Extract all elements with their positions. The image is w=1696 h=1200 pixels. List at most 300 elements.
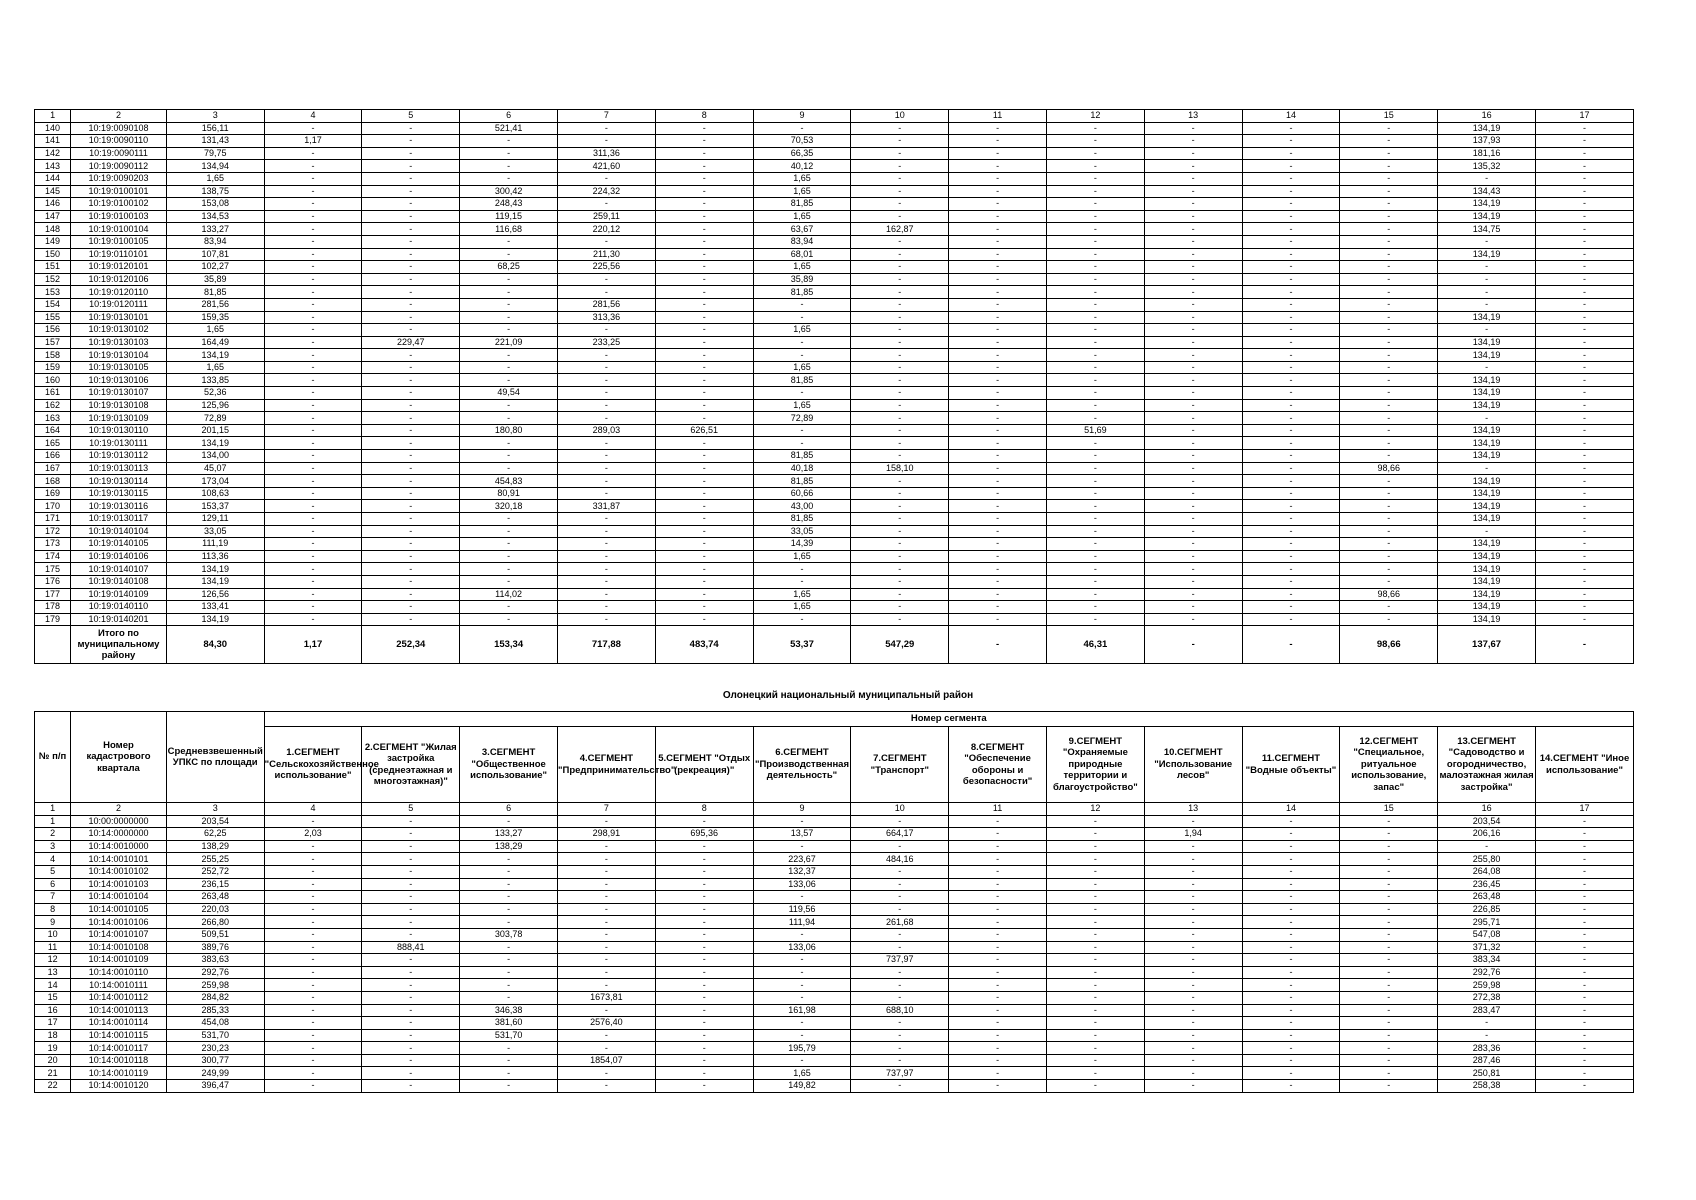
table-cell: 52,36 bbox=[166, 387, 264, 400]
segment-header: 7.СЕГМЕНТ "Транспорт" bbox=[851, 727, 949, 803]
table-cell: - bbox=[655, 563, 753, 576]
table-cell: 145 bbox=[35, 185, 71, 198]
table-cell: - bbox=[460, 903, 558, 916]
table-row bbox=[35, 475, 1634, 488]
table-row bbox=[35, 185, 1634, 198]
table-cell: - bbox=[1340, 991, 1438, 1004]
table-cell: 10:14:0000000 bbox=[71, 828, 167, 841]
table-cell: 252,72 bbox=[166, 865, 264, 878]
table-cell: - bbox=[1144, 1017, 1242, 1030]
table-cell: - bbox=[1046, 172, 1144, 185]
table-cell: 162,87 bbox=[851, 223, 949, 236]
table-cell: - bbox=[1046, 210, 1144, 223]
total-value: - bbox=[1144, 626, 1242, 664]
table-cell: - bbox=[851, 865, 949, 878]
table-cell: - bbox=[1340, 399, 1438, 412]
table-cell: - bbox=[949, 273, 1047, 286]
table-cell: - bbox=[1535, 840, 1633, 853]
table-cell: - bbox=[1438, 525, 1536, 538]
table-cell: 134,43 bbox=[1438, 185, 1536, 198]
table-cell: - bbox=[264, 601, 362, 614]
table-cell: - bbox=[1144, 1054, 1242, 1067]
table-cell: - bbox=[558, 903, 656, 916]
table-cell: 81,85 bbox=[753, 286, 851, 299]
table-cell: - bbox=[1144, 500, 1242, 513]
table-cell: - bbox=[851, 387, 949, 400]
table-cell: - bbox=[655, 172, 753, 185]
table-cell: - bbox=[655, 865, 753, 878]
table-cell: - bbox=[1046, 286, 1144, 299]
table-cell: - bbox=[362, 450, 460, 463]
table-cell: - bbox=[460, 991, 558, 1004]
table-cell: - bbox=[264, 588, 362, 601]
table-cell: - bbox=[558, 198, 656, 211]
table-row bbox=[35, 412, 1634, 425]
table-cell: 1,65 bbox=[753, 261, 851, 274]
table-cell: 72,89 bbox=[753, 412, 851, 425]
table-cell: - bbox=[1535, 399, 1633, 412]
table-cell: 264,08 bbox=[1438, 865, 1536, 878]
table-cell: 10:19:0130108 bbox=[71, 399, 167, 412]
table-cell: 737,97 bbox=[851, 954, 949, 967]
table-cell: - bbox=[1535, 575, 1633, 588]
table-cell: - bbox=[851, 979, 949, 992]
table-cell: - bbox=[1046, 941, 1144, 954]
table-cell: - bbox=[558, 399, 656, 412]
table-cell: - bbox=[655, 248, 753, 261]
table-cell: 10:19:0130113 bbox=[71, 462, 167, 475]
table-cell: - bbox=[264, 198, 362, 211]
table-cell: - bbox=[1340, 903, 1438, 916]
table-cell: 10:19:0140201 bbox=[71, 613, 167, 626]
table-cell: 17 bbox=[1535, 110, 1633, 123]
table-cell: - bbox=[1242, 172, 1340, 185]
table-cell: 11 bbox=[35, 941, 71, 954]
table-cell: - bbox=[655, 147, 753, 160]
table-cell: 195,79 bbox=[753, 1042, 851, 1055]
table-cell: - bbox=[362, 298, 460, 311]
table-cell: - bbox=[753, 954, 851, 967]
table-cell: - bbox=[1242, 550, 1340, 563]
table-cell: - bbox=[362, 878, 460, 891]
table-cell: 81,85 bbox=[753, 513, 851, 526]
table-cell: 40,18 bbox=[753, 462, 851, 475]
table-cell: 250,81 bbox=[1438, 1067, 1536, 1080]
table-cell: - bbox=[558, 941, 656, 954]
table-cell: - bbox=[1144, 588, 1242, 601]
table-cell: - bbox=[949, 324, 1047, 337]
table-cell: - bbox=[558, 525, 656, 538]
table-cell: 134,19 bbox=[166, 575, 264, 588]
table-cell: 150 bbox=[35, 248, 71, 261]
table-cell: - bbox=[753, 891, 851, 904]
table-cell: 295,71 bbox=[1438, 916, 1536, 929]
table-cell: - bbox=[264, 437, 362, 450]
table-cell: - bbox=[1144, 475, 1242, 488]
table-cell: 134,19 bbox=[1438, 210, 1536, 223]
table-cell: 70,53 bbox=[753, 135, 851, 148]
table-cell: - bbox=[460, 941, 558, 954]
table-cell: 164 bbox=[35, 424, 71, 437]
table-cell: 146 bbox=[35, 198, 71, 211]
table-cell: - bbox=[1144, 928, 1242, 941]
table-cell: - bbox=[264, 286, 362, 299]
table-cell: - bbox=[655, 235, 753, 248]
table-cell: - bbox=[460, 954, 558, 967]
table-cell: - bbox=[558, 361, 656, 374]
table-cell: - bbox=[1046, 525, 1144, 538]
table-row bbox=[35, 979, 1634, 992]
table-cell: 63,67 bbox=[753, 223, 851, 236]
table-cell: - bbox=[1535, 1004, 1633, 1017]
table-cell: - bbox=[1535, 966, 1633, 979]
table-cell: - bbox=[851, 198, 949, 211]
table-cell: - bbox=[1046, 613, 1144, 626]
table-cell: - bbox=[1340, 324, 1438, 337]
table-cell: - bbox=[460, 1042, 558, 1055]
table-cell: - bbox=[1340, 147, 1438, 160]
table-cell: 111,94 bbox=[753, 916, 851, 929]
table-cell: - bbox=[1242, 361, 1340, 374]
table-cell: - bbox=[362, 1029, 460, 1042]
table-cell: 283,36 bbox=[1438, 1042, 1536, 1055]
table-cell: - bbox=[655, 198, 753, 211]
table-cell: - bbox=[1046, 437, 1144, 450]
table-cell: - bbox=[851, 210, 949, 223]
table-cell: - bbox=[1144, 1080, 1242, 1093]
total-value: 153,34 bbox=[460, 626, 558, 664]
table-cell: - bbox=[1340, 966, 1438, 979]
table-cell: - bbox=[1438, 172, 1536, 185]
table-row bbox=[35, 424, 1634, 437]
table-cell: 33,05 bbox=[753, 525, 851, 538]
table-row bbox=[35, 487, 1634, 500]
table-cell: - bbox=[1340, 979, 1438, 992]
table-cell: 1 bbox=[35, 815, 71, 828]
table-cell: - bbox=[1535, 412, 1633, 425]
table-row bbox=[35, 361, 1634, 374]
table-cell: - bbox=[362, 840, 460, 853]
segment-header: 4.СЕГМЕНТ "Предпринимательство" bbox=[558, 727, 656, 803]
table-cell: - bbox=[1340, 210, 1438, 223]
table-cell: - bbox=[1535, 324, 1633, 337]
table-cell: - bbox=[1242, 1067, 1340, 1080]
table-cell: - bbox=[949, 450, 1047, 463]
table-row bbox=[35, 1017, 1634, 1030]
table-cell: - bbox=[655, 399, 753, 412]
total-value: - bbox=[1535, 626, 1633, 664]
table-cell: - bbox=[1340, 424, 1438, 437]
table-cell: 230,23 bbox=[166, 1042, 264, 1055]
table-cell: 1,65 bbox=[753, 324, 851, 337]
table-cell: 1,65 bbox=[753, 550, 851, 563]
table-cell: - bbox=[1144, 878, 1242, 891]
table-cell: - bbox=[558, 374, 656, 387]
table-cell: - bbox=[1242, 588, 1340, 601]
table-cell: - bbox=[949, 954, 1047, 967]
table-cell: - bbox=[1340, 601, 1438, 614]
table-cell: - bbox=[1144, 815, 1242, 828]
table-cell: - bbox=[949, 185, 1047, 198]
table-cell: 4 bbox=[35, 853, 71, 866]
table-cell: - bbox=[1340, 122, 1438, 135]
table-cell: - bbox=[1340, 1067, 1438, 1080]
table-cell: - bbox=[655, 374, 753, 387]
table-cell: - bbox=[264, 513, 362, 526]
table-cell: - bbox=[851, 424, 949, 437]
table-cell: - bbox=[460, 147, 558, 160]
table-cell: 7 bbox=[35, 891, 71, 904]
table-cell: - bbox=[1242, 147, 1340, 160]
table-cell: - bbox=[1144, 147, 1242, 160]
table-cell: - bbox=[1535, 374, 1633, 387]
table-cell: - bbox=[264, 525, 362, 538]
table-cell: - bbox=[460, 575, 558, 588]
table-cell: 1854,07 bbox=[558, 1054, 656, 1067]
table-cell: 454,83 bbox=[460, 475, 558, 488]
table-cell: - bbox=[1438, 412, 1536, 425]
table-cell: - bbox=[1242, 399, 1340, 412]
table-cell: - bbox=[1535, 991, 1633, 1004]
table-cell: - bbox=[362, 462, 460, 475]
table-cell: 9 bbox=[753, 803, 851, 816]
table-cell: - bbox=[1242, 828, 1340, 841]
table-cell: 10:14:0010115 bbox=[71, 1029, 167, 1042]
table-cell: - bbox=[753, 840, 851, 853]
table-cell: 175 bbox=[35, 563, 71, 576]
table-cell: 22 bbox=[35, 1080, 71, 1093]
table-cell: 134,19 bbox=[1438, 122, 1536, 135]
table-cell: - bbox=[264, 399, 362, 412]
table-cell: - bbox=[1438, 361, 1536, 374]
table-cell: - bbox=[362, 261, 460, 274]
table-cell: - bbox=[655, 450, 753, 463]
table-cell: 10:19:0130105 bbox=[71, 361, 167, 374]
table-cell: 134,19 bbox=[1438, 336, 1536, 349]
table-cell: - bbox=[851, 172, 949, 185]
table-cell: - bbox=[655, 853, 753, 866]
table-cell: 134,19 bbox=[1438, 437, 1536, 450]
table-cell: - bbox=[1046, 588, 1144, 601]
table-cell: 509,51 bbox=[166, 928, 264, 941]
table-cell: - bbox=[1242, 1004, 1340, 1017]
table-cell: 134,19 bbox=[1438, 487, 1536, 500]
table-cell: - bbox=[460, 172, 558, 185]
table-cell: - bbox=[1144, 966, 1242, 979]
table-cell: 163 bbox=[35, 412, 71, 425]
table-cell: 311,36 bbox=[558, 147, 656, 160]
table-cell: - bbox=[1535, 550, 1633, 563]
table-cell: - bbox=[655, 588, 753, 601]
table-cell: 10:14:0010114 bbox=[71, 1017, 167, 1030]
table-cell: - bbox=[1144, 487, 1242, 500]
table-cell: - bbox=[1046, 575, 1144, 588]
table-cell: - bbox=[655, 487, 753, 500]
table-cell: 81,85 bbox=[753, 450, 851, 463]
table-cell: - bbox=[558, 840, 656, 853]
table-row bbox=[35, 437, 1634, 450]
table-cell: 331,87 bbox=[558, 500, 656, 513]
table-cell: - bbox=[1046, 311, 1144, 324]
table-cell: 10:19:0100104 bbox=[71, 223, 167, 236]
table-cell: - bbox=[1242, 273, 1340, 286]
table-cell: - bbox=[460, 450, 558, 463]
table-cell: - bbox=[1340, 298, 1438, 311]
table-cell: - bbox=[1340, 437, 1438, 450]
table-cell: - bbox=[1144, 324, 1242, 337]
table-cell: - bbox=[264, 412, 362, 425]
table-cell: - bbox=[753, 387, 851, 400]
table-cell: - bbox=[264, 1080, 362, 1093]
table-cell: - bbox=[558, 437, 656, 450]
table-cell: - bbox=[1046, 235, 1144, 248]
table-cell: 10 bbox=[851, 110, 949, 123]
table-cell: - bbox=[1046, 361, 1144, 374]
table-cell: 14 bbox=[1242, 803, 1340, 816]
table-cell: 158 bbox=[35, 349, 71, 362]
table-cell: - bbox=[949, 374, 1047, 387]
table-row bbox=[35, 462, 1634, 475]
table-cell: - bbox=[1340, 475, 1438, 488]
table-cell: 134,19 bbox=[1438, 399, 1536, 412]
table-cell: - bbox=[1242, 878, 1340, 891]
table-row bbox=[35, 550, 1634, 563]
table-cell: 5 bbox=[362, 110, 460, 123]
table-cell: - bbox=[1242, 475, 1340, 488]
table-row bbox=[35, 853, 1634, 866]
table-cell: - bbox=[949, 298, 1047, 311]
table-cell: 173,04 bbox=[166, 475, 264, 488]
table-cell: - bbox=[655, 928, 753, 941]
table-cell: - bbox=[1144, 916, 1242, 929]
table-cell: - bbox=[1535, 538, 1633, 551]
table-cell: - bbox=[949, 815, 1047, 828]
table-row bbox=[35, 248, 1634, 261]
table-cell: - bbox=[460, 361, 558, 374]
table-cell: - bbox=[1535, 387, 1633, 400]
table-cell: 149 bbox=[35, 235, 71, 248]
table-cell: - bbox=[558, 122, 656, 135]
table-cell: - bbox=[460, 135, 558, 148]
table-cell: - bbox=[655, 1054, 753, 1067]
table-cell: - bbox=[1340, 954, 1438, 967]
table-cell: - bbox=[753, 991, 851, 1004]
table-cell: 261,68 bbox=[851, 916, 949, 929]
table-cell: - bbox=[1535, 878, 1633, 891]
table-cell: 134,19 bbox=[1438, 500, 1536, 513]
table-cell: 16 bbox=[1438, 803, 1536, 816]
table-row bbox=[35, 928, 1634, 941]
table-cell: - bbox=[1535, 462, 1633, 475]
table-row bbox=[35, 1042, 1634, 1055]
table-cell: - bbox=[753, 575, 851, 588]
table-cell: - bbox=[558, 1067, 656, 1080]
table-cell: - bbox=[851, 147, 949, 160]
table-cell: - bbox=[1242, 185, 1340, 198]
segment-header: 2.СЕГМЕНТ "Жилая застройка (среднеэтажная и многоэтажная)" bbox=[362, 727, 460, 803]
table-cell: - bbox=[753, 122, 851, 135]
table-cell: 10:19:0130116 bbox=[71, 500, 167, 513]
table-cell: - bbox=[264, 878, 362, 891]
table-row bbox=[35, 273, 1634, 286]
table-cell: 153,08 bbox=[166, 198, 264, 211]
table-cell: 134,19 bbox=[1438, 387, 1536, 400]
table-cell: 107,81 bbox=[166, 248, 264, 261]
table-cell: 531,70 bbox=[166, 1029, 264, 1042]
table-cell: 236,45 bbox=[1438, 878, 1536, 891]
table-cell: - bbox=[1242, 601, 1340, 614]
table-cell: 1,65 bbox=[753, 1067, 851, 1080]
table-cell: 134,19 bbox=[1438, 513, 1536, 526]
table-cell: - bbox=[1535, 311, 1633, 324]
table-cell: - bbox=[1340, 1029, 1438, 1042]
table-cell: - bbox=[1144, 550, 1242, 563]
table-cell: - bbox=[558, 387, 656, 400]
table-cell: - bbox=[460, 966, 558, 979]
table-cell: - bbox=[558, 1004, 656, 1017]
table-cell: - bbox=[460, 1054, 558, 1067]
table-cell: - bbox=[264, 487, 362, 500]
table-cell: 664,17 bbox=[851, 828, 949, 841]
table-cell: - bbox=[362, 387, 460, 400]
table-cell: - bbox=[851, 160, 949, 173]
table-cell: 10:00:0000000 bbox=[71, 815, 167, 828]
table-cell: 10:19:0140110 bbox=[71, 601, 167, 614]
table-cell: 49,54 bbox=[460, 387, 558, 400]
table-cell: - bbox=[362, 172, 460, 185]
table-cell: - bbox=[1340, 311, 1438, 324]
table-cell: 134,19 bbox=[1438, 349, 1536, 362]
table-cell: - bbox=[1242, 387, 1340, 400]
table-cell: - bbox=[949, 588, 1047, 601]
segment-header: 9.СЕГМЕНТ "Охраняемые природные территории и благоустройство" bbox=[1046, 727, 1144, 803]
table-cell: 3 bbox=[35, 840, 71, 853]
table-cell: 134,19 bbox=[1438, 588, 1536, 601]
table-cell: - bbox=[851, 361, 949, 374]
table-cell: - bbox=[558, 853, 656, 866]
table-cell: 266,80 bbox=[166, 916, 264, 929]
table-cell: - bbox=[1535, 891, 1633, 904]
table-cell: 13 bbox=[1144, 110, 1242, 123]
table-cell: 203,54 bbox=[1438, 815, 1536, 828]
table-cell: - bbox=[949, 550, 1047, 563]
table-cell: - bbox=[362, 916, 460, 929]
table-cell: - bbox=[1535, 1029, 1633, 1042]
table-cell: - bbox=[1046, 840, 1144, 853]
table-cell: 81,85 bbox=[166, 286, 264, 299]
table-cell: 10:19:0130112 bbox=[71, 450, 167, 463]
table-cell: - bbox=[460, 613, 558, 626]
table-cell: 60,66 bbox=[753, 487, 851, 500]
table-cell: - bbox=[362, 235, 460, 248]
table-cell: - bbox=[264, 223, 362, 236]
table-cell: - bbox=[1535, 903, 1633, 916]
table-cell: - bbox=[558, 1029, 656, 1042]
table-cell: - bbox=[1242, 840, 1340, 853]
table-cell: - bbox=[1340, 198, 1438, 211]
table-cell: - bbox=[460, 248, 558, 261]
table-cell: 134,00 bbox=[166, 450, 264, 463]
table-cell: - bbox=[949, 1017, 1047, 1030]
table-cell: 1 bbox=[35, 803, 71, 816]
table-cell: 259,98 bbox=[166, 979, 264, 992]
table-cell: - bbox=[1144, 941, 1242, 954]
table-cell: - bbox=[558, 1080, 656, 1093]
table-cell: - bbox=[655, 1080, 753, 1093]
table-cell: - bbox=[1242, 223, 1340, 236]
table-cell: - bbox=[1438, 261, 1536, 274]
table-cell: - bbox=[851, 928, 949, 941]
